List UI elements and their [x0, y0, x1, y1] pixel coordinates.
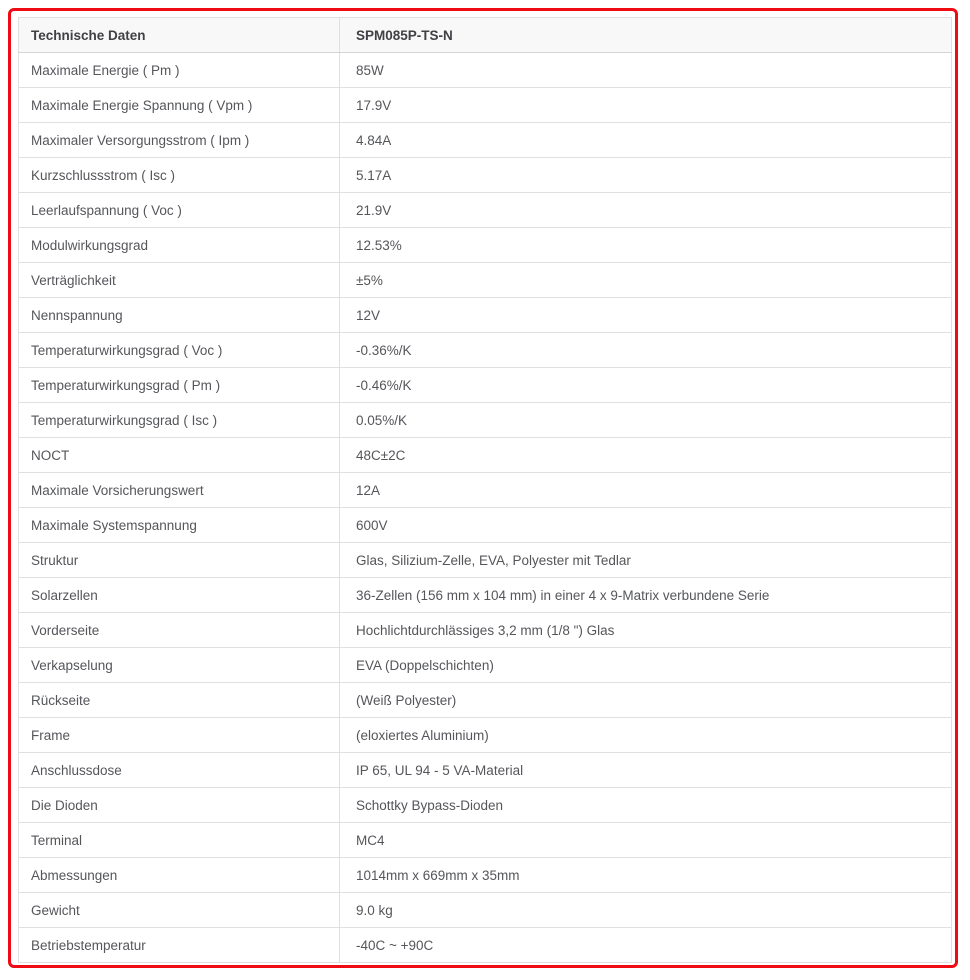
spec-label: Anschlussdose [19, 753, 340, 788]
table-row [19, 263, 952, 298]
spec-label: Temperaturwirkungsgrad ( Voc ) [19, 333, 340, 368]
spec-value: Glas, Silizium-Zelle, EVA, Polyester mit Tedlar [340, 543, 952, 578]
spec-label: Terminal [19, 823, 340, 858]
table-row [19, 718, 952, 753]
spec-label: Struktur [19, 543, 340, 578]
table-row [19, 53, 952, 88]
spec-value: 4.84A [340, 123, 952, 158]
spec-label: Betriebstemperatur [19, 928, 340, 963]
spec-label: Leerlaufspannung ( Voc ) [19, 193, 340, 228]
spec-label: Verkapselung [19, 648, 340, 683]
spec-value: -0.36%/K [340, 333, 952, 368]
table-row [19, 333, 952, 368]
table-row [19, 228, 952, 263]
spec-value: 9.0 kg [340, 893, 952, 928]
table-row [19, 473, 952, 508]
spec-value: (eloxiertes Aluminium) [340, 718, 952, 753]
spec-value: EVA (Doppelschichten) [340, 648, 952, 683]
spec-label: Die Dioden [19, 788, 340, 823]
spec-label: Abmessungen [19, 858, 340, 893]
spec-value: 36-Zellen (156 mm x 104 mm) in einer 4 x 9-Matrix verbundene Serie [340, 578, 952, 613]
spec-value: 12.53% [340, 228, 952, 263]
spec-value: Schottky Bypass-Dioden [340, 788, 952, 823]
spec-label: Gewicht [19, 893, 340, 928]
table-row [19, 753, 952, 788]
spec-label: Maximale Systemspannung [19, 508, 340, 543]
table-row [19, 928, 952, 963]
spec-label: Temperaturwirkungsgrad ( Isc ) [19, 403, 340, 438]
spec-value: 600V [340, 508, 952, 543]
spec-label: Frame [19, 718, 340, 753]
spec-label: Vorderseite [19, 613, 340, 648]
table-row [19, 508, 952, 543]
table-row [19, 368, 952, 403]
table-row [19, 858, 952, 893]
spec-label: Maximale Vorsicherungswert [19, 473, 340, 508]
table-row [19, 788, 952, 823]
spec-table-body [19, 53, 952, 963]
header-col-parameter: Technische Daten [19, 18, 340, 53]
spec-value: 12V [340, 298, 952, 333]
spec-value: 17.9V [340, 88, 952, 123]
table-row [19, 613, 952, 648]
spec-table [18, 17, 952, 963]
spec-value: 0.05%/K [340, 403, 952, 438]
spec-value: (Weiß Polyester) [340, 683, 952, 718]
header-row [19, 18, 952, 53]
table-row [19, 158, 952, 193]
table-row [19, 648, 952, 683]
spec-value: 5.17A [340, 158, 952, 193]
table-row [19, 298, 952, 333]
table-row [19, 578, 952, 613]
spec-value: 85W [340, 53, 952, 88]
spec-value: -40C ~ +90C [340, 928, 952, 963]
spec-label: Maximaler Versorgungsstrom ( Ipm ) [19, 123, 340, 158]
spec-table-header [19, 18, 952, 53]
spec-label: Nennspannung [19, 298, 340, 333]
table-row [19, 543, 952, 578]
spec-label: Rückseite [19, 683, 340, 718]
spec-value: IP 65, UL 94 - 5 VA-Material [340, 753, 952, 788]
table-row [19, 88, 952, 123]
table-row [19, 683, 952, 718]
header-col-model: SPM085P-TS-N [340, 18, 952, 53]
spec-value: Hochlichtdurchlässiges 3,2 mm (1/8 ") Glas [340, 613, 952, 648]
spec-value: -0.46%/K [340, 368, 952, 403]
spec-value: ±5% [340, 263, 952, 298]
spec-label: Kurzschlussstrom ( Isc ) [19, 158, 340, 193]
table-row [19, 823, 952, 858]
spec-label: Maximale Energie Spannung ( Vpm ) [19, 88, 340, 123]
spec-label: Temperaturwirkungsgrad ( Pm ) [19, 368, 340, 403]
table-row [19, 193, 952, 228]
spec-value: 12A [340, 473, 952, 508]
spec-value: 21.9V [340, 193, 952, 228]
table-row [19, 893, 952, 928]
spec-value: 1014mm x 669mm x 35mm [340, 858, 952, 893]
spec-label: Solarzellen [19, 578, 340, 613]
spec-label: Maximale Energie ( Pm ) [19, 53, 340, 88]
table-row [19, 403, 952, 438]
spec-label: Verträglichkeit [19, 263, 340, 298]
spec-value: 48C±2C [340, 438, 952, 473]
table-row [19, 123, 952, 158]
spec-label: Modulwirkungsgrad [19, 228, 340, 263]
spec-label: NOCT [19, 438, 340, 473]
table-row [19, 438, 952, 473]
spec-value: MC4 [340, 823, 952, 858]
